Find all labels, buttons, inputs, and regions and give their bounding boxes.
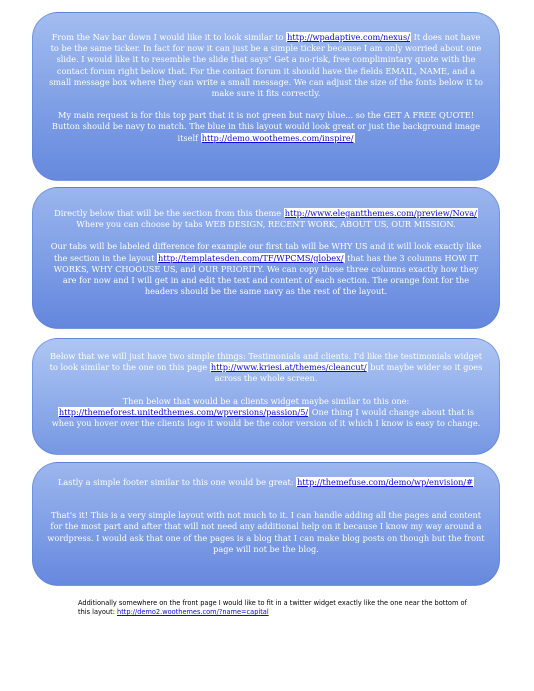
paragraph bbox=[47, 351, 485, 385]
paragraph-text: that has the 3 columns HOW IT WORKS, WHY CHOOUSE US, and OUR PRIORITY. We can copy those three columns exactly how they are for now and I will get in and edit the text and content of each section. The orange font for the headers should be the same navy as the rest of the layout. bbox=[53, 252, 479, 297]
link-themefuse-envision[interactable]: http://themefuse.com/demo/wp/envision/# bbox=[297, 477, 474, 487]
paragraph-text: Then below that would be a clients widget maybe similar to this one: bbox=[122, 395, 410, 406]
text-box-nav-section bbox=[32, 12, 500, 181]
text-box-footer-section bbox=[32, 462, 500, 586]
link-wpadaptive[interactable]: http://wpadaptive.com/nexus/ bbox=[287, 32, 411, 42]
link-woothemes-capital[interactable]: http://demo2.woothemes.com/?name=capital bbox=[117, 608, 269, 617]
link-kriesi-cleancut[interactable]: http://www.kriesi.at/themes/cleancut/ bbox=[210, 362, 367, 373]
link-templatesden-globex[interactable]: http://templatesden.com/TF/WPCMS/globex/ bbox=[158, 252, 344, 263]
text-box-testimonials-section bbox=[32, 338, 500, 455]
link-themeforest-passion[interactable]: http://themeforest.unitedthemes.com/wpversions/passion/5/ bbox=[58, 406, 309, 417]
paragraph bbox=[47, 32, 485, 99]
paragraph-text: Where you can choose by tabs WEB DESIGN, RECENT WORK, ABOUT US, OUR MISSION. bbox=[76, 219, 456, 230]
link-woothemes-inspire[interactable]: http://demo.woothemes.com/inspire/ bbox=[201, 132, 354, 143]
paragraph-text: but maybe wider so it goes across the whole screen. bbox=[214, 362, 483, 384]
additional-note bbox=[78, 599, 468, 618]
paragraph bbox=[47, 241, 485, 297]
paragraph-text: My main request is for this top part that it is not green but navy blue... so the GET A FREE QUOTE! Button should be navy to match. The blue in this layout would look great or just the background image itself bbox=[51, 110, 481, 143]
note-text: Additionally somewhere on the front page I would like to fit in a twitter widget exactly like the one near the bottom of this layout: bbox=[78, 599, 467, 617]
text-box-tabs-section bbox=[32, 187, 500, 329]
paragraph bbox=[47, 477, 485, 488]
paragraph-text: Directly below that will be the section from this theme bbox=[54, 208, 284, 218]
paragraph bbox=[47, 110, 485, 144]
paragraph-text: Lastly a simple footer similar to this one would be great: bbox=[57, 477, 297, 487]
paragraph-text: Below that we will just have two simple things: Testimonials and clients. I'd like the testimonials widget to look similar to the one on this page bbox=[49, 351, 483, 373]
paragraph bbox=[47, 396, 485, 430]
paragraph-text: Our tabs will be labeled difference for example our first tab will be WHY US and it will look exactly like the section in the layout bbox=[50, 241, 482, 263]
paragraph: That's it! This is a very simple layout with not much to it. I can handle adding all the pages and content for the most part and after that will not need any additional help on it because I know my way around a wordpress. I would ask that one of the pages is a blog that I can make blog posts on though but the front page will not be the blog. bbox=[47, 510, 485, 554]
paragraph-text: One thing I would change about that is when you hover over the clients logo it would be the color version of it which I know is easy to change. bbox=[51, 406, 481, 429]
paragraph-text: It does not have to be the same ticker. In fact for now it can just be a simple ticker because I am only worried about one slide. I would like it to resemble the slide that says" Get a no-risk, free complimintary quote with the contact forum right below that. For the contact forum it should have the fields EMAIL, NAME, and a small message box where they can write a small message. We can adjust the size of the fonts below it to make sure it fits correctly. bbox=[49, 32, 483, 99]
paragraph-text: From the Nav bar down I would like it to look similar to bbox=[51, 32, 287, 42]
paragraph bbox=[47, 208, 485, 230]
link-elegantthemes-nova[interactable]: http://www.elegantthemes.com/preview/Nova/ bbox=[284, 208, 477, 218]
